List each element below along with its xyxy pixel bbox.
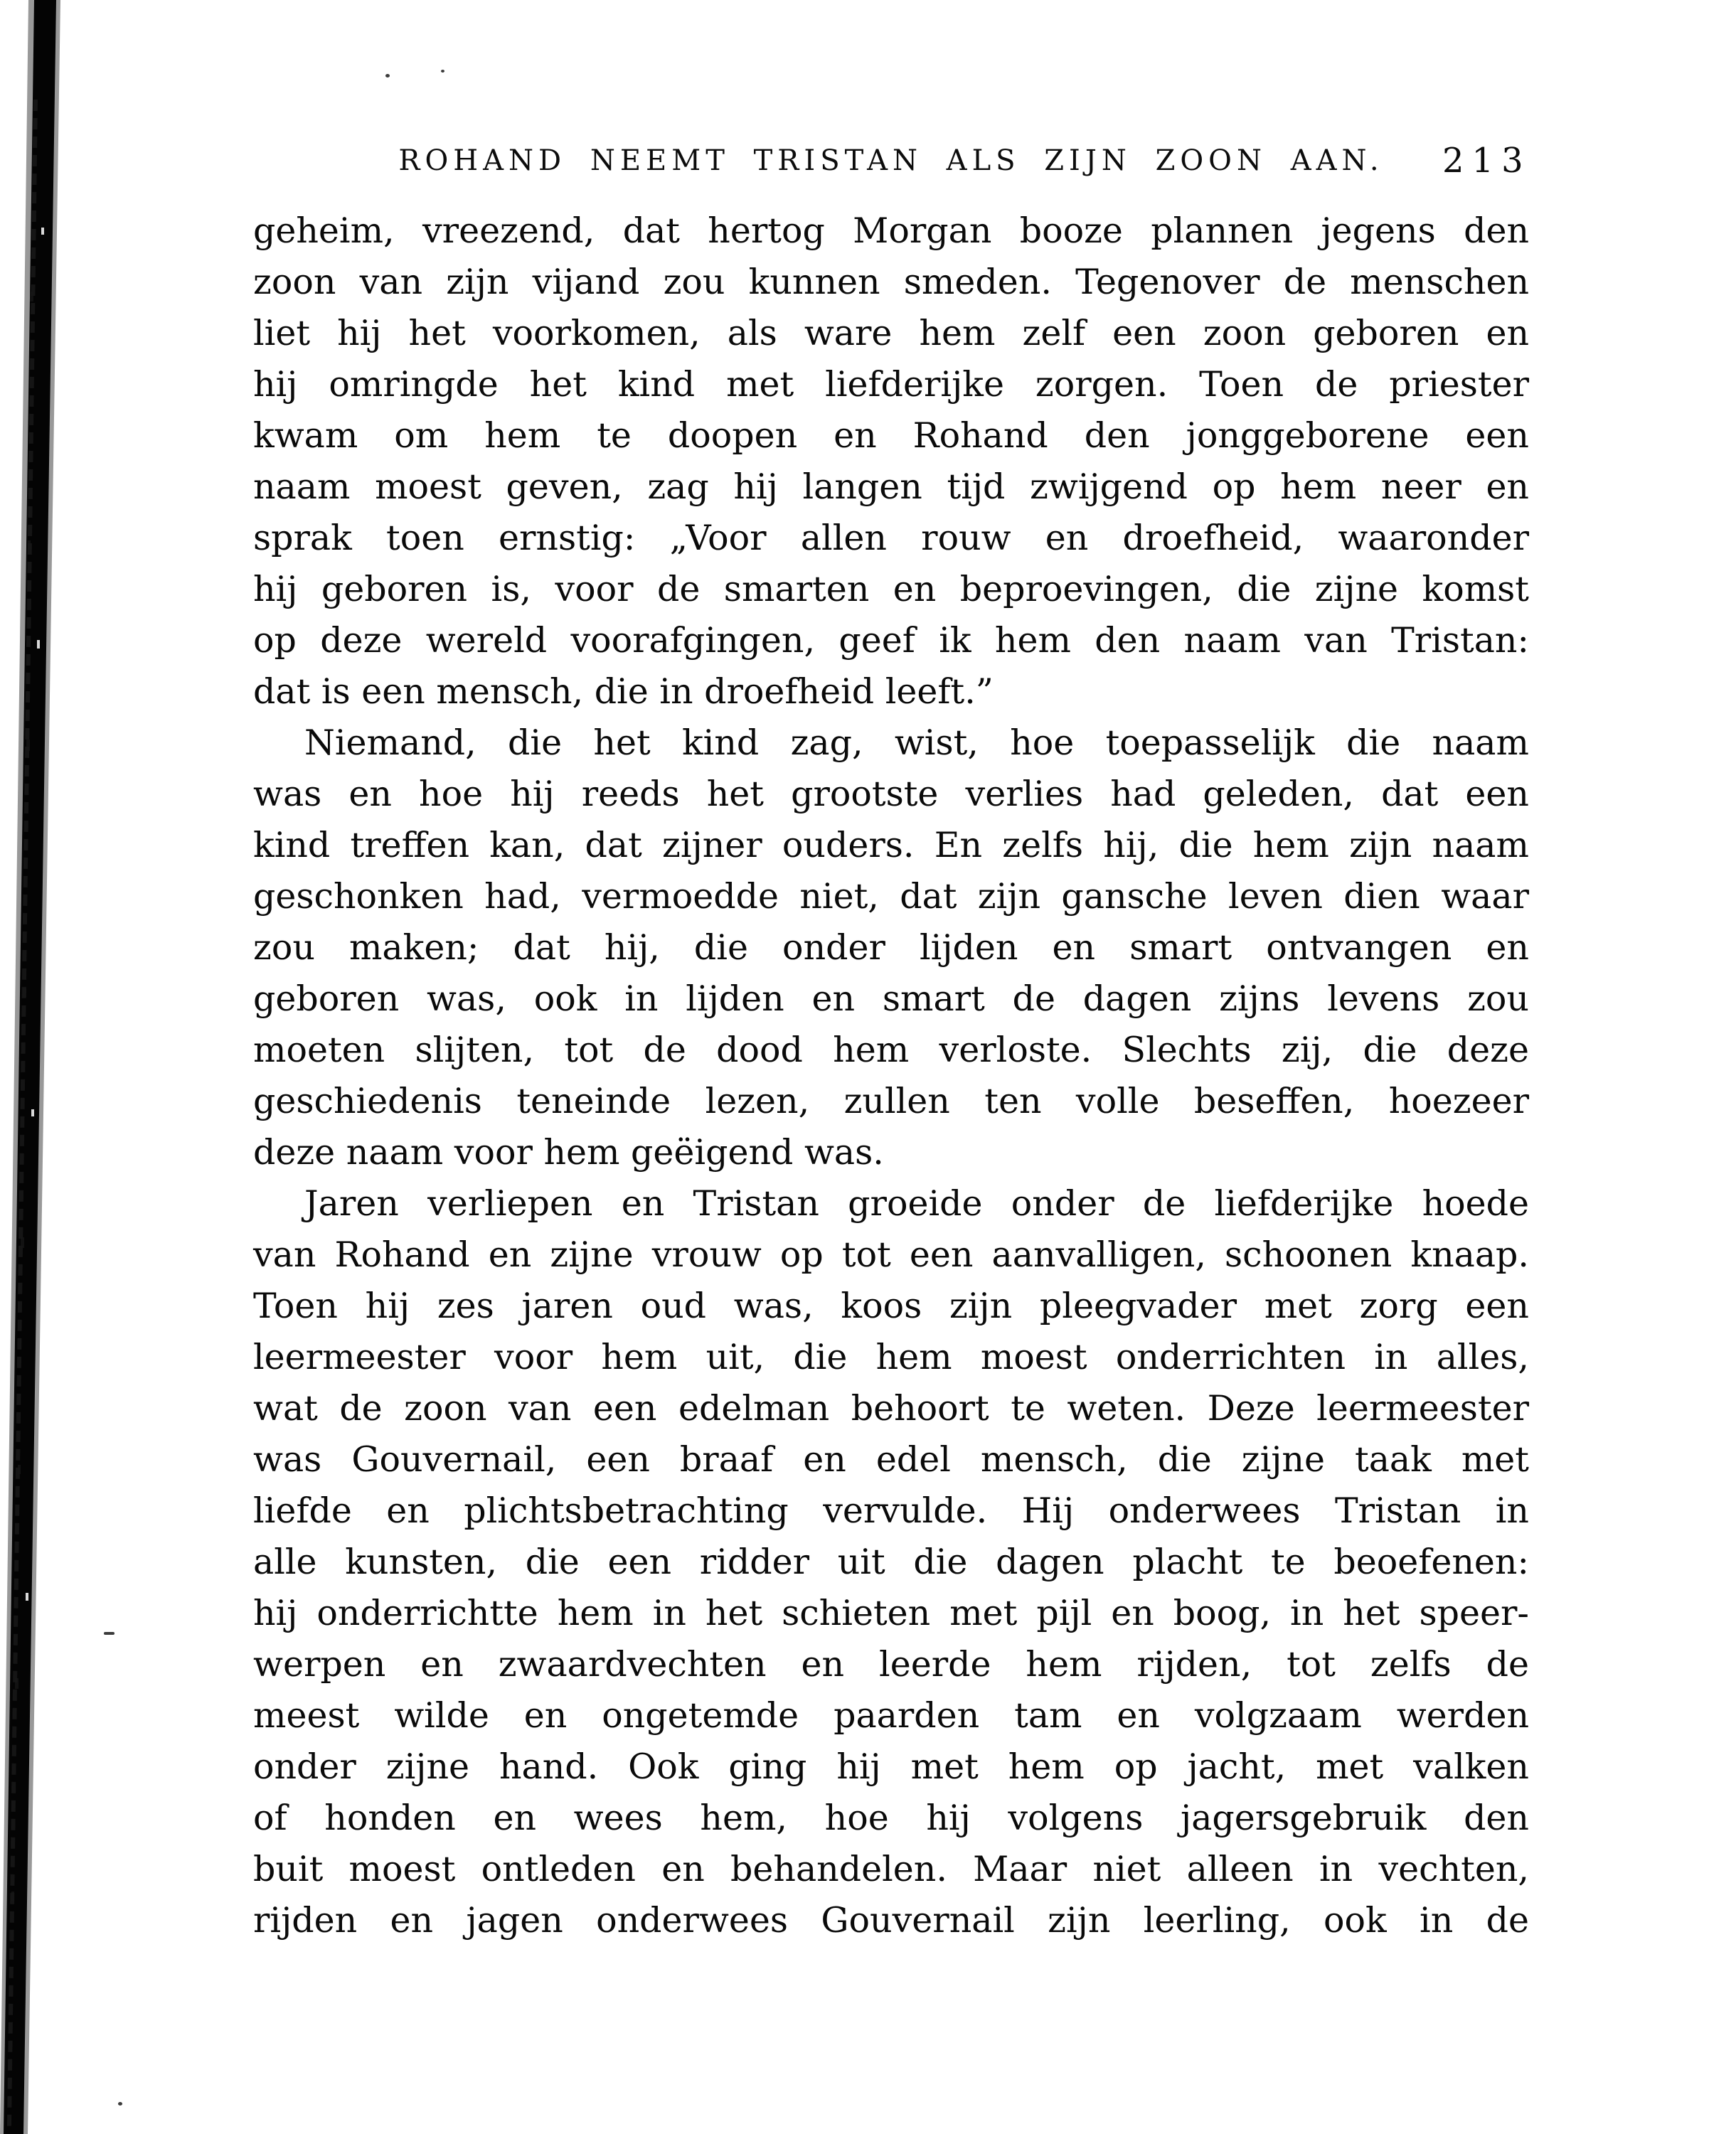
text-line: hij geboren is, voor de smarten en beproevingen, die zijne komst bbox=[253, 569, 1529, 609]
text-line: onder zijne hand. Ook ging hij met hem op jacht, met valken bbox=[253, 1746, 1529, 1787]
text-line: hij onderrichtte hem in het schieten met pijl en boog, in het speer- bbox=[253, 1593, 1529, 1633]
ink-speck bbox=[385, 74, 390, 78]
ink-speck bbox=[118, 2102, 122, 2106]
text-line: Toen hij zes jaren oud was, koos zijn pleegvader met zorg een bbox=[253, 1286, 1529, 1326]
text-line: liefde en plichtsbetrachting vervulde. Hij onderwees Tristan in bbox=[253, 1490, 1529, 1531]
text-line: geboren was, ook in lijden en smart de dagen zijns levens zou bbox=[253, 978, 1529, 1019]
ink-speck bbox=[441, 70, 444, 73]
page-number: 213 bbox=[1442, 141, 1531, 181]
text-line: deze naam voor hem geëigend was. bbox=[253, 1132, 884, 1173]
running-head-title: ROHAND NEEMT TRISTAN ALS ZIJN ZOON AAN. bbox=[398, 144, 1384, 177]
text-line: Jaren verliepen en Tristan groeide onder de liefderijke hoede bbox=[304, 1183, 1529, 1224]
text-line: rijden en jagen onderwees Gouvernail zijn leerling, ook in de bbox=[253, 1900, 1529, 1941]
text-line: zoon van zijn vijand zou kunnen smeden. Tegenover de menschen bbox=[253, 262, 1529, 302]
text-line: geschiedenis teneinde lezen, zullen ten volle beseffen, hoezeer bbox=[253, 1081, 1529, 1121]
text-line: liet hij het voorkomen, als ware hem zelf een zoon geboren en bbox=[253, 313, 1529, 353]
text-block bbox=[253, 206, 1529, 1946]
text-line: meest wilde en ongetemde paarden tam en volgzaam werden bbox=[253, 1695, 1529, 1736]
text-line: werpen en zwaardvechten en leerde hem rijden, tot zelfs de bbox=[253, 1644, 1529, 1685]
text-line: was Gouvernail, een braaf en edel mensch, die zijne taak met bbox=[253, 1439, 1529, 1480]
text-line: geschonken had, vermoedde niet, dat zijn gansche leven dien waar bbox=[253, 876, 1529, 917]
text-line: of honden en wees hem, hoe hij volgens jagersgebruik den bbox=[253, 1798, 1529, 1838]
text-line: Niemand, die het kind zag, wist, hoe toepasselijk die naam bbox=[304, 722, 1529, 763]
ink-speck bbox=[104, 1632, 115, 1635]
text-line: alle kunsten, die een ridder uit die dagen placht te beoefenen: bbox=[253, 1542, 1529, 1582]
text-line: op deze wereld voorafgingen, geef ik hem den naam van Tristan: bbox=[253, 620, 1529, 661]
text-line: kind treffen kan, dat zijner ouders. En zelfs hij, die hem zijn naam bbox=[253, 825, 1529, 865]
text-line: kwam om hem te doopen en Rohand den jonggeborene een bbox=[253, 415, 1529, 456]
text-line: wat de zoon van een edelman behoort te weten. Deze leermeester bbox=[253, 1388, 1529, 1429]
text-line: was en hoe hij reeds het grootste verlies had geleden, dat een bbox=[253, 774, 1529, 814]
text-line: hij omringde het kind met liefderijke zorgen. Toen de priester bbox=[253, 364, 1529, 405]
text-line: moeten slijten, tot de dood hem verloste. Slechts zij, die deze bbox=[253, 1030, 1529, 1070]
text-line: van Rohand en zijne vrouw op tot een aanvalligen, schoonen knaap. bbox=[253, 1234, 1529, 1275]
text-line: dat is een mensch, die in droefheid leeft.” bbox=[253, 671, 994, 712]
text-line: zou maken; dat hij, die onder lijden en smart ontvangen en bbox=[253, 927, 1529, 968]
text-line: geheim, vreezend, dat hertog Morgan booze plannen jegens den bbox=[253, 210, 1529, 251]
text-line: sprak toen ernstig: „Voor allen rouw en droefheid, waaronder bbox=[253, 518, 1529, 558]
text-line: buit moest ontleden en behandelen. Maar niet alleen in vechten, bbox=[253, 1849, 1529, 1889]
text-line: naam moest geven, zag hij langen tijd zwijgend op hem neer en bbox=[253, 466, 1529, 507]
text-line: leermeester voor hem uit, die hem moest onderrichten in alles, bbox=[253, 1337, 1529, 1377]
